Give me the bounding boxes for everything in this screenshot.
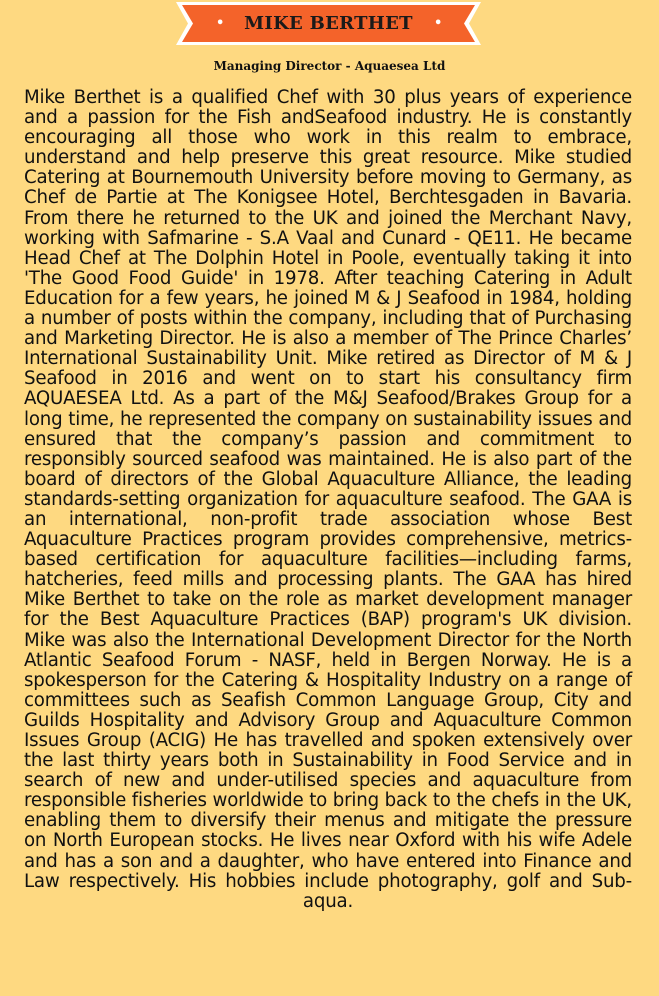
bullet-dot-right: • xyxy=(434,16,443,31)
bullet-dot-left: • xyxy=(216,16,225,31)
name-banner xyxy=(176,2,481,45)
person-name: MIKE BERTHET xyxy=(244,13,413,34)
biography-text: Mike Berthet is a qualified Chef with 30 plus years of experience and a passion for the Fish andSeafood industry. He is constantly encouraging all those who work in this realm to embrace, understand and help preserve this great resource. Mike studied Catering at Bournemouth University before moving to Germany, as Chef de Partie at The Konigsee Hotel, Berchtesgaden in Bavaria. From there he returned to the UK and joined the Merchant Navy, working with Safmarine - S.A Vaal and Cunard - QE11. He became Head Chef at The Dolphin Hotel in Poole, eventually taking it into 'The Good Food Guide' in 1978. After teaching Catering in Adult Education for a few years, he joined M & J Seafood in 1984, holding a number of posts within the company, including that of Purchasing and Marketing Director. He is also a member of The Prince Charles’ International Sustainability Unit. Mike retired as Director of M & J Seafood in 2016 and went on to start his consultancy firm AQUAESEA Ltd. As a part of the M&J Seafood/Brakes Group for a long time, he represented the company on sustainability issues and ensured that the company’s passion and commitment to responsibly sourced seafood was maintained. He is also part of the board of directors of the Global Aquaculture Alliance, the leading standards-setting organization for aquaculture seafood. The GAA is an international, non-profit trade association whose Best Aquaculture Practices program provides comprehensive, metrics-based certification for aquaculture facilities—including farms, hatcheries, feed mills and processing plants. The GAA has hired Mike Berthet to take on the role as market development manager for the Best Aquaculture Practices (BAP) program's UK division. Mike was also the International Development Director for the North Atlantic Seafood Forum - NASF, held in Bergen Norway. He is a spokesperson for the Catering & Hospitality Industry on a range of committees such as Seafish Common Language Group, City and Guilds Hospitality and Advisory Group and Aquaculture Common Issues Group (ACIG) He has travelled and spoken extensively over the last thirty years both in Sustainability in Food Service and in search of new and under-utilised species and aquaculture from responsible fisheries worldwide to bring back to the chefs in the UK, enabling them to diversify their menus and mitigate the pressure on North European stocks. He lives near Oxford with his wife Adele and has a son and a daughter, who have entered into Finance and Law respectively. His hobbies include photography, golf and Sub-aqua. xyxy=(24,87,632,912)
job-title: Managing Director - Aquaesea Ltd xyxy=(213,59,446,73)
